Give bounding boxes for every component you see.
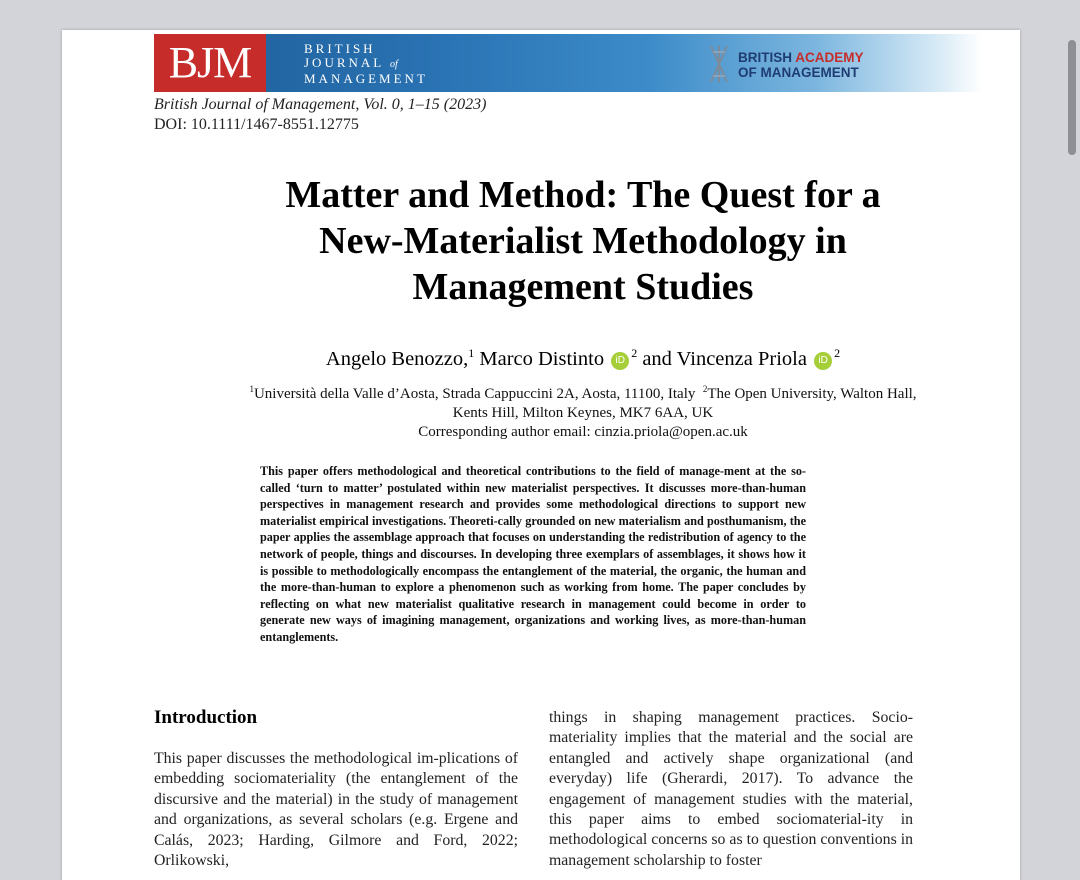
- intro-paragraph-left: This paper discusses the methodological im-plications of embedding sociomateriality (the entanglement of the discursive and the material) in the study of management and organizations, as several scholars (e.g. Ergene and Calás, 2023; Harding, Gilmore and Ford, 2022; Orlikowski,: [154, 750, 518, 870]
- intro-paragraph-right: things in shaping management practices. Socio-materiality implies that the material and the social are entangled and actively shape organizational (and everyday) life (Gherardi, 2017). To advance the engagement of management studies with the material, this paper aims to embed sociomaterial-ity in methodological concerns so as to question conventions in management scholarship to foster: [549, 709, 913, 869]
- affil-marker-2: 2: [702, 384, 708, 394]
- journal-citation: British Journal of Management, Vol. 0, 1–15 (2023): [154, 96, 487, 113]
- right-column: [549, 708, 913, 871]
- author-priola: and Vincenza Priola: [642, 348, 807, 370]
- academy-name: [738, 50, 864, 80]
- journal-name-line1: BRITISH: [304, 41, 376, 56]
- journal-banner: [154, 34, 982, 92]
- journal-name-line2: JOURNAL: [304, 55, 384, 70]
- affil-marker-1: 1: [249, 384, 254, 394]
- academy-logo-icon: [708, 44, 730, 84]
- author-distinto-affil: 2: [631, 346, 638, 360]
- journal-name-of: of: [390, 59, 398, 70]
- journal-name: [304, 42, 428, 86]
- scrollbar-thumb[interactable]: [1068, 40, 1076, 155]
- affil-address: Kents Hill, Milton Keynes, MK7 6AA, UK: [452, 405, 714, 421]
- title-line-2: New-Materialist Methodology in: [319, 220, 847, 262]
- author-benozzo-affil: 1: [468, 346, 475, 360]
- author-distinto: Marco Distinto: [479, 348, 605, 370]
- section-heading-introduction: Introduction: [154, 707, 258, 728]
- orcid-icon[interactable]: iD: [611, 352, 629, 370]
- doi[interactable]: DOI: 10.1111/1467-8551.12775: [154, 116, 359, 133]
- left-column: [154, 707, 518, 871]
- orcid-icon[interactable]: iD: [814, 352, 832, 370]
- affil-aosta: Università della Valle d’Aosta, Strada Cappuccini 2A, Aosta, 11100, Italy: [253, 386, 696, 402]
- academy-name-british: BRITISH: [738, 50, 792, 65]
- author-priola-affil: 2: [834, 346, 841, 360]
- affiliations: [154, 380, 1012, 442]
- bjm-logo: BJM: [154, 34, 266, 92]
- paper-page: [62, 30, 1020, 880]
- title-line-3: Management Studies: [412, 266, 754, 308]
- academy-name-line2: OF MANAGEMENT: [738, 65, 859, 80]
- abstract: This paper offers methodological and theoretical contributions to the field of manage-ment at the so-called ‘turn to matter’ postulated within new materialist perspectives. It discusses more-than-human perspectives in management research and provides some methodological directions to support new materialist empirical investigations. Theoreti-cally grounded on new materialism and posthumanism, the paper applies the assemblage approach that focuses on understanding the redistribution of agency to the network of people, things and discourses. In developing three exemplars of assemblages, it shows how it is possible to methodologically encompass the entanglement of the material, the organic, the human and the more-than-human to explore a phenomenon such as working from home. The paper concludes by reflecting on what new materialist qualitative research in management could become in order to generate new ways of imagining management, organizations and working lives, as more-than-human entanglements.: [260, 464, 806, 644]
- academy-name-academy: ACADEMY: [795, 50, 864, 65]
- paper-title: [154, 172, 1012, 310]
- journal-name-line3: MANAGEMENT: [304, 71, 428, 86]
- title-line-1: Matter and Method: The Quest for a: [285, 174, 881, 216]
- affil-open-university: The Open University, Walton Hall,: [707, 386, 917, 402]
- corresponding-email[interactable]: Corresponding author email: cinzia.priola@open.ac.uk: [418, 424, 748, 440]
- author-benozzo: Angelo Benozzo,: [325, 348, 469, 370]
- author-list: [154, 348, 1012, 371]
